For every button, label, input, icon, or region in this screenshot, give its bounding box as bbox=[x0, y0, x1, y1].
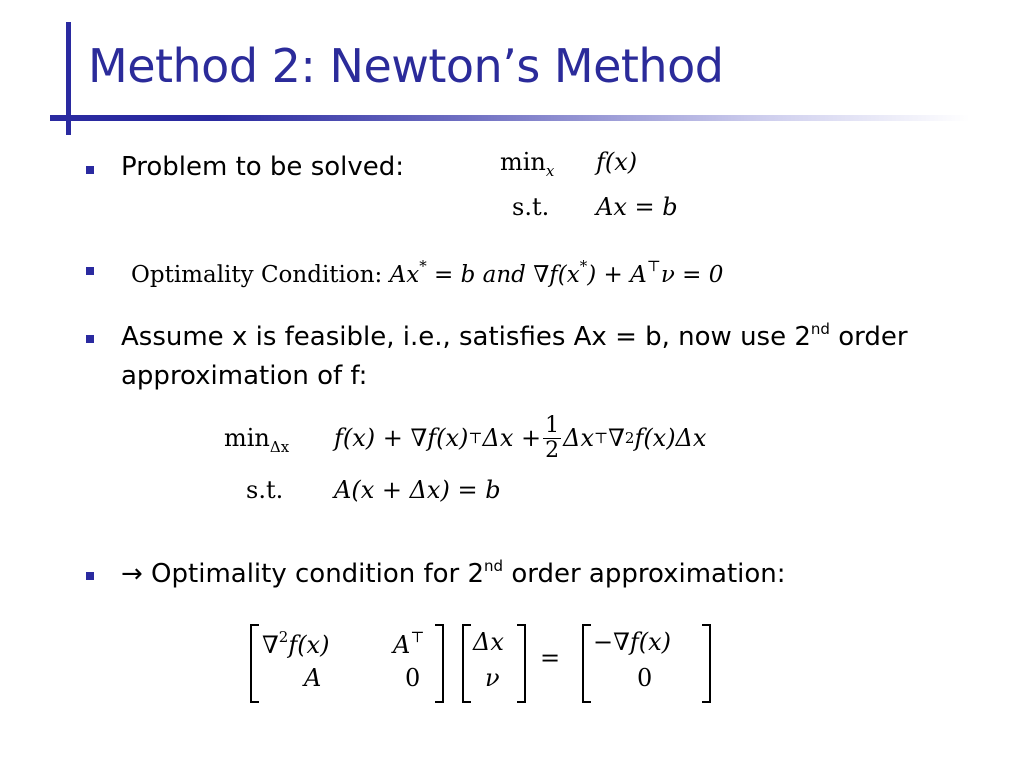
vector-right-bracket bbox=[517, 624, 526, 703]
approx-obj-part4: ∇ bbox=[608, 424, 625, 452]
bullet-problem-text: Problem to be solved: bbox=[121, 152, 405, 182]
problem-st-label: s.t. bbox=[512, 193, 550, 221]
fraction-denominator: 2 bbox=[545, 437, 560, 463]
optimality-expr-1: Ax bbox=[389, 262, 420, 288]
optimality-expr-3: ) + A bbox=[587, 262, 647, 288]
approx-obj-transpose1: ⊤ bbox=[468, 429, 483, 447]
optimality-star-1: * bbox=[419, 257, 427, 275]
matrix-right-bracket bbox=[435, 624, 444, 703]
vector-delta-x: Δx bbox=[473, 628, 504, 656]
rhs-neg-gradient: −∇f(x) bbox=[593, 628, 672, 656]
approx-constraint: A(x + Δx) = b bbox=[334, 476, 501, 504]
optimality-transpose: ⊤ bbox=[646, 257, 661, 275]
approx-obj-part3: Δx bbox=[563, 424, 595, 452]
a-transpose-A: A bbox=[393, 631, 411, 659]
optimality-star-2: * bbox=[579, 257, 588, 275]
matrix-cell-zero: 0 bbox=[405, 664, 421, 692]
bullet-kkt-text-b: order approximation: bbox=[503, 559, 786, 589]
optimality-label: Optimality Condition: bbox=[131, 262, 383, 288]
optimality-expr-4: ν = 0 bbox=[660, 262, 724, 288]
bullet-kkt-sup: nd bbox=[484, 557, 504, 575]
rhs-right-bracket bbox=[702, 624, 711, 703]
approx-obj-part1: f(x) + ∇f(x) bbox=[334, 424, 469, 452]
approx-min-subscript: Δx bbox=[269, 438, 290, 456]
fraction-numerator: 1 bbox=[545, 412, 560, 438]
matrix-cell-A-transpose bbox=[393, 628, 424, 659]
optimality-expr-2: = b and ∇f(x bbox=[426, 262, 580, 288]
a-transpose-T: ⊤ bbox=[410, 628, 425, 646]
approx-min-operator: min bbox=[224, 424, 270, 452]
bullet-assume-line2: approximation of f: bbox=[121, 361, 368, 391]
rhs-zero: 0 bbox=[637, 664, 653, 692]
vector-left-bracket bbox=[462, 624, 471, 703]
approx-obj-transpose2: ⊤ bbox=[594, 429, 609, 447]
problem-min-operator: min bbox=[500, 148, 546, 176]
hessian-nabla: ∇ bbox=[262, 631, 279, 659]
arrow-icon: → bbox=[121, 559, 143, 589]
matrix-left-bracket bbox=[250, 624, 259, 703]
problem-objective: f(x) bbox=[596, 148, 638, 176]
bullet-assume-text-b: order bbox=[829, 322, 908, 352]
matrix-cell-A: A bbox=[304, 664, 322, 692]
slide-title: Method 2: Newton’s Method bbox=[88, 39, 724, 93]
hessian-f: f(x) bbox=[288, 631, 330, 659]
vector-nu: ν bbox=[485, 664, 500, 692]
approx-obj-square: 2 bbox=[624, 429, 635, 447]
rhs-left-bracket bbox=[582, 624, 591, 703]
bullet-assume-sup: nd bbox=[810, 320, 830, 338]
bullet-kkt-text-a: Optimality condition for 2 bbox=[142, 559, 485, 589]
problem-min-subscript: x bbox=[545, 162, 555, 180]
matrix-cell-hessian bbox=[262, 628, 329, 659]
approx-obj-part2: Δx + bbox=[482, 424, 542, 452]
kkt-equals-sign: = bbox=[540, 644, 561, 672]
hessian-square: 2 bbox=[278, 628, 289, 646]
approx-st-label: s.t. bbox=[246, 476, 284, 504]
problem-constraint: Ax = b bbox=[596, 193, 678, 221]
approx-obj-part5: f(x)Δx bbox=[634, 424, 707, 452]
bullet-assume-text-a: Assume x is feasible, i.e., satisfies Ax = b, now use 2 bbox=[121, 322, 811, 352]
